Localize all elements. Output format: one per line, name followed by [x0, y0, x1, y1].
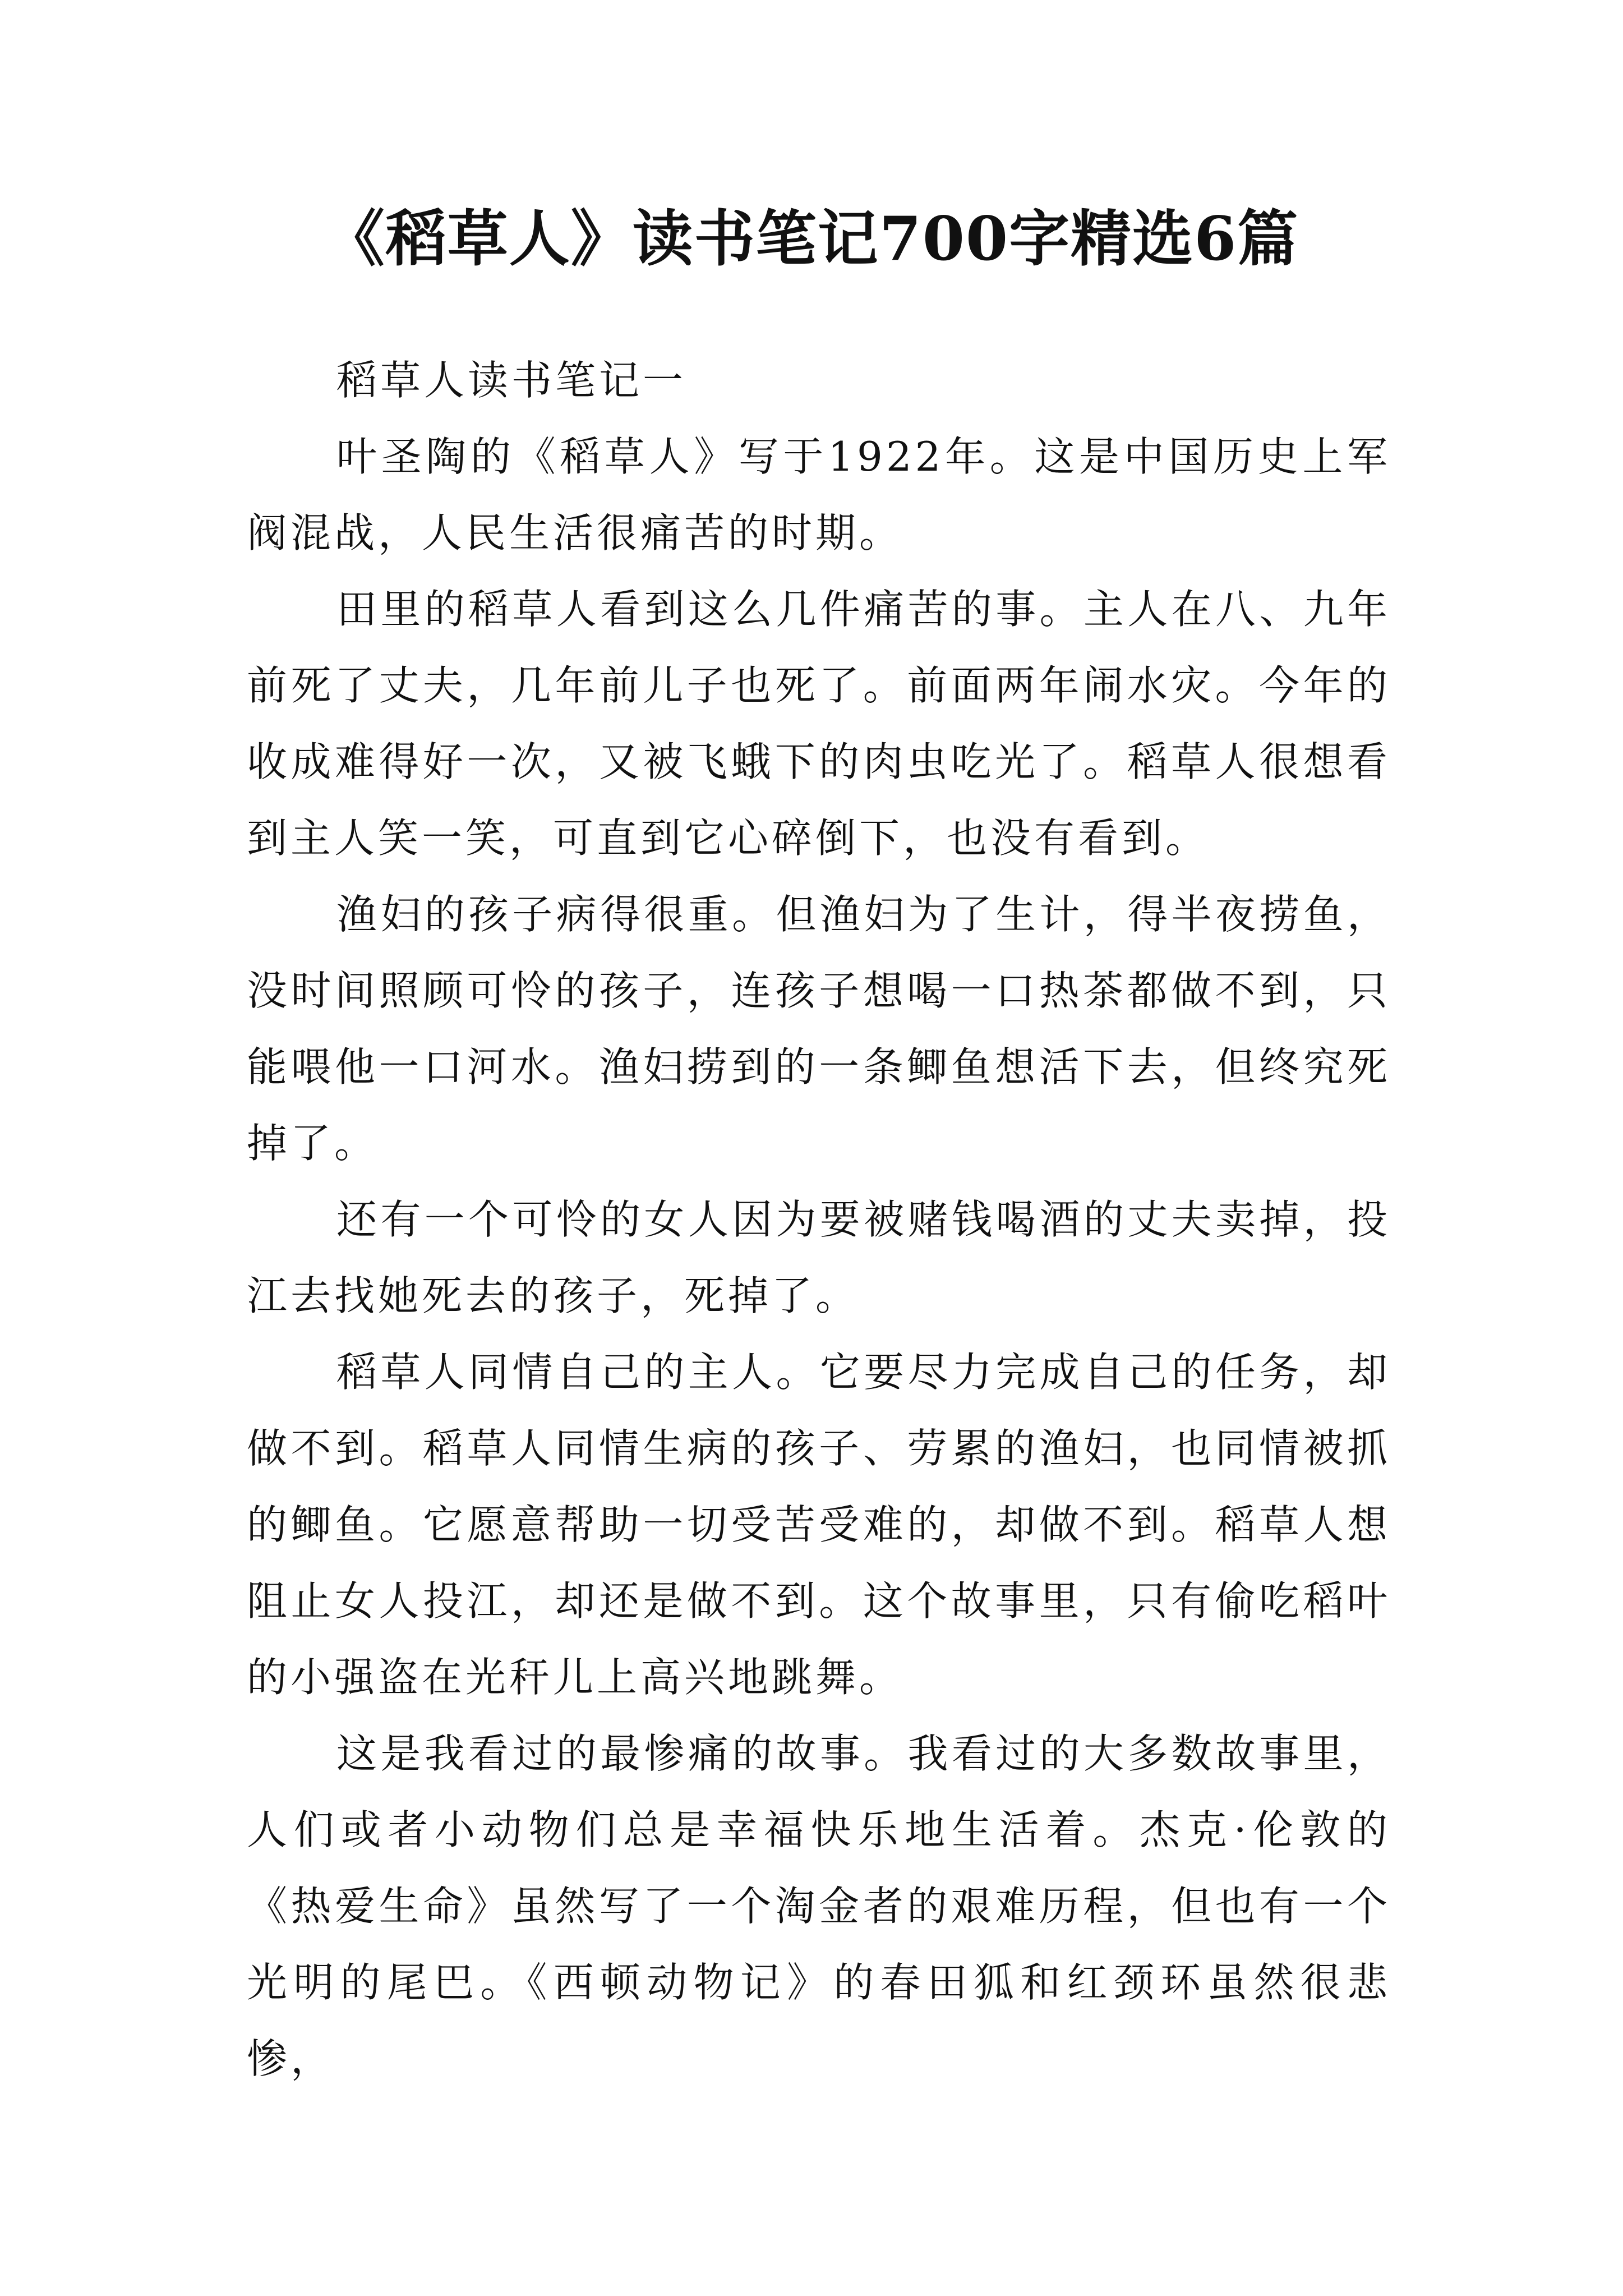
paragraph: 田里的稻草人看到这么几件痛苦的事。主人在八、九年前死了丈夫，几年前儿子也死了。前面两年闹水灾。今年的收成难得好一次，又被飞蛾下的肉虫吃光了。稻草人很想看到主人笑一笑，可直到它心碎倒下，也没有看到。	[247, 586, 1391, 862]
document-title: 《稻草人》读书笔记700字精选6篇	[324, 204, 1299, 274]
paragraph: 稻草人同情自己的主人。它要尽力完成自己的任务，却做不到。稻草人同情生病的孩子、劳累的渔妇，也同情被抓的鲫鱼。它愿意帮助一切受苦受难的，却做不到。稻草人想阻止女人投江，却还是做不到。这个故事里，只有偷吃稻叶的小强盗在光秆儿上高兴地跳舞。	[247, 1349, 1391, 1701]
paragraph: 叶圣陶的《稻草人》写于1922年。这是中国历史上军阀混战，人民生活很痛苦的时期。	[247, 433, 1391, 556]
document-body	[247, 342, 1391, 2097]
paragraph: 渔妇的孩子病得很重。但渔妇为了生计，得半夜捞鱼，没时间照顾可怜的孩子，连孩子想喝一口热茶都做不到，只能喂他一口河水。渔妇捞到的一条鲫鱼想活下去，但终究死掉了。	[247, 891, 1391, 1167]
paragraph: 这是我看过的最惨痛的故事。我看过的大多数故事里，人们或者小动物们总是幸福快乐地生活着。杰克·伦敦的《热爱生命》虽然写了一个淘金者的艰难历程，但也有一个光明的尾巴。《西顿动物记》的春田狐和红颈环虽然很悲惨，	[247, 1730, 1391, 2082]
paragraph: 还有一个可怜的女人因为要被赌钱喝酒的丈夫卖掉，投江去找她死去的孩子，死掉了。	[247, 1196, 1391, 1319]
section-heading: 稻草人读书笔记一	[336, 357, 687, 404]
